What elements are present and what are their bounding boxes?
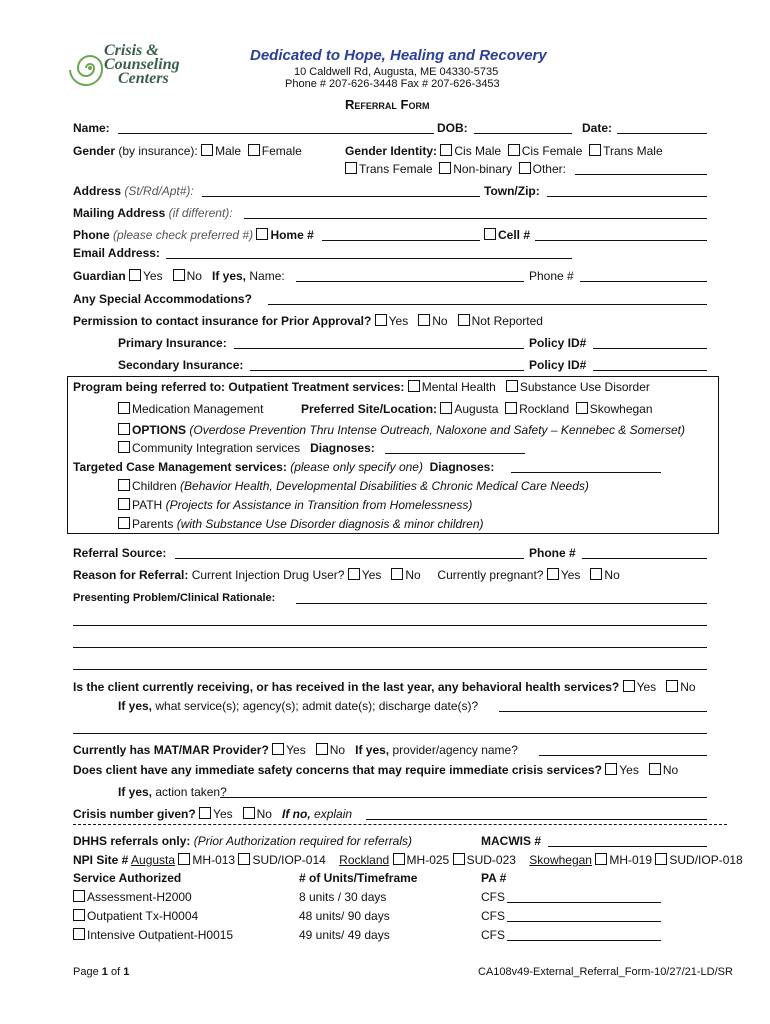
rockland-checkbox[interactable]	[505, 402, 517, 414]
primary-policy-label: Policy ID#	[529, 336, 587, 350]
safety-no-checkbox[interactable]	[649, 763, 661, 775]
cis-male-checkbox[interactable]	[440, 144, 452, 156]
other-checkbox[interactable]	[519, 162, 531, 174]
guardian-name-input[interactable]	[296, 281, 524, 282]
path-row: PATH (Projects for Assistance in Transition from Homelessness)	[118, 498, 472, 512]
cell-label: Cell #	[484, 228, 530, 242]
home-phone-checkbox[interactable]	[256, 228, 268, 240]
med-mgmt-row: Medication Management	[118, 402, 263, 416]
crisis-no-checkbox[interactable]	[243, 807, 255, 819]
not-reported-checkbox[interactable]	[458, 314, 470, 326]
service-row: Assessment-H2000	[73, 890, 192, 904]
assessment-checkbox[interactable]	[73, 890, 85, 902]
cell-phone-checkbox[interactable]	[484, 228, 496, 240]
safety-row: Does client have any immediate safety concerns that may require immediate crisis services? Yes No	[73, 763, 679, 777]
mat-yes-checkbox[interactable]	[272, 743, 284, 755]
permission-row: Permission to contact insurance for Prior Approval? Yes No Not Reported	[73, 314, 543, 328]
home-phone-input[interactable]	[322, 240, 480, 241]
action-row: If yes, action taken?	[118, 785, 227, 799]
gender-identity-row: Gender Identity: Cis Male Cis Female Trans Male	[345, 144, 663, 158]
mailing-input[interactable]	[244, 218, 707, 219]
parents-checkbox[interactable]	[118, 517, 130, 529]
referral-phone-input[interactable]	[582, 558, 707, 559]
accommodations-label: Any Special Accommodations?	[73, 292, 252, 306]
skowhegan-checkbox[interactable]	[576, 402, 588, 414]
pa-input[interactable]	[507, 921, 661, 922]
pa-cell: CFS	[481, 909, 505, 923]
units-cell: 8 units / 30 days	[299, 890, 387, 904]
outpatient-checkbox[interactable]	[73, 909, 85, 921]
children-checkbox[interactable]	[118, 479, 130, 491]
bh-detail-input-2[interactable]	[73, 733, 707, 734]
safety-yes-checkbox[interactable]	[605, 763, 617, 775]
tcm-diagnoses-input[interactable]	[511, 472, 661, 473]
dhhs-divider	[73, 824, 727, 825]
service-row: Outpatient Tx-H0004	[73, 909, 198, 923]
secondary-policy-label: Policy ID#	[529, 358, 587, 372]
presenting-label: Presenting Problem/Clinical Rationale:	[73, 592, 276, 604]
bh-yes-checkbox[interactable]	[623, 680, 635, 692]
gender-identity-row2: Trans Female Non-binary Other:	[345, 162, 566, 176]
augusta-checkbox[interactable]	[440, 402, 452, 414]
female-checkbox[interactable]	[248, 144, 260, 156]
address-label: Address (St/Rd/Apt#):	[73, 184, 194, 198]
trans-female-checkbox[interactable]	[345, 162, 357, 174]
presenting-input-2[interactable]	[73, 625, 707, 626]
augusta-mh-checkbox[interactable]	[178, 853, 190, 865]
units-cell: 48 units/ 90 days	[299, 909, 390, 923]
crisis-row: Crisis number given? Yes No If no, explain	[73, 807, 353, 821]
guardian-row: Guardian Yes No If yes, Name:	[73, 269, 285, 283]
primary-insurance-input[interactable]	[234, 348, 524, 349]
dob-label: DOB:	[437, 121, 468, 135]
accommodations-input[interactable]	[268, 304, 707, 305]
cis-female-checkbox[interactable]	[508, 144, 520, 156]
referral-source-input[interactable]	[175, 558, 524, 559]
skowhegan-mh-checkbox[interactable]	[595, 853, 607, 865]
rockland-mh-checkbox[interactable]	[393, 853, 405, 865]
program-heading-row: Program being referred to: Outpatient Treatment services: Mental Health Substance Use Disorder	[73, 380, 650, 394]
org-address: 10 Caldwell Rd, Augusta, ME 04330-5735	[294, 66, 499, 78]
guardian-no-checkbox[interactable]	[173, 269, 185, 281]
tagline: Dedicated to Hope, Healing and Recovery	[250, 47, 547, 64]
email-input[interactable]	[166, 258, 572, 259]
presenting-input-1[interactable]	[296, 603, 707, 604]
macwis-input[interactable]	[548, 846, 707, 847]
non-binary-checkbox[interactable]	[439, 162, 451, 174]
trans-male-checkbox[interactable]	[589, 144, 601, 156]
other-gender-input[interactable]	[575, 174, 707, 175]
dob-input[interactable]	[474, 133, 572, 134]
macwis-label: MACWIS #	[481, 834, 541, 848]
name-input[interactable]	[118, 133, 434, 134]
children-row: Children (Behavior Health, Developmental Disabilities & Chronic Medical Care Needs)	[118, 479, 589, 493]
page-number: Page 1 of 1	[73, 966, 130, 978]
logo-text: Crisis & Counseling Centers	[104, 42, 180, 87]
presenting-input-4[interactable]	[73, 669, 707, 670]
dhhs-heading-row: DHHS referrals only: (Prior Authorization required for referrals)	[73, 834, 413, 848]
referral-phone-label: Phone #	[529, 546, 576, 560]
date-input[interactable]	[617, 133, 707, 134]
crisis-yes-checkbox[interactable]	[199, 807, 211, 819]
injection-yes-checkbox[interactable]	[348, 568, 360, 580]
name-label: Name:	[73, 121, 110, 135]
skowhegan-sud-checkbox[interactable]	[655, 853, 667, 865]
date-label: Date:	[582, 121, 613, 135]
crisis-explain-input[interactable]	[366, 819, 707, 820]
male-checkbox[interactable]	[201, 144, 213, 156]
action-input[interactable]	[220, 797, 707, 798]
guardian-phone-label: Phone #	[529, 269, 574, 283]
mental-health-checkbox[interactable]	[408, 380, 420, 392]
pa-input[interactable]	[507, 902, 661, 903]
mailing-label: Mailing Address (if different):	[73, 206, 233, 220]
rockland-sud-checkbox[interactable]	[453, 853, 465, 865]
med-mgmt-checkbox[interactable]	[118, 402, 130, 414]
pa-input[interactable]	[507, 940, 661, 941]
permission-no-checkbox[interactable]	[418, 314, 430, 326]
injection-no-checkbox[interactable]	[391, 568, 403, 580]
options-checkbox[interactable]	[118, 423, 130, 435]
email-label: Email Address:	[73, 246, 160, 260]
options-row: OPTIONS (Overdose Prevention Thru Intense Outreach, Naloxone and Safety – Kennebec & Somerset)	[118, 423, 685, 437]
guardian-yes-checkbox[interactable]	[129, 269, 141, 281]
col-units-header: # of Units/Timeframe	[299, 871, 418, 885]
pregnant-yes-checkbox[interactable]	[547, 568, 559, 580]
presenting-input-3[interactable]	[73, 647, 707, 648]
col-pa-header: PA #	[481, 871, 507, 885]
units-cell: 49 units/ 49 days	[299, 928, 390, 942]
form-id: CA108v49-External_Referral_Form-10/27/21-LD/SR	[478, 966, 733, 978]
sud-checkbox[interactable]	[506, 380, 518, 392]
primary-policy-input[interactable]	[593, 348, 707, 349]
town-zip-label: Town/Zip:	[484, 184, 540, 198]
augusta-sud-checkbox[interactable]	[238, 853, 250, 865]
secondary-policy-input[interactable]	[593, 370, 707, 371]
mat-provider-input[interactable]	[539, 755, 707, 756]
service-row: Intensive Outpatient-H0015	[73, 928, 233, 942]
permission-yes-checkbox[interactable]	[375, 314, 387, 326]
address-input[interactable]	[202, 196, 480, 197]
npi-row: NPI Site # Augusta MH-013 SUD/IOP-014 Rockland MH-025 SUD-023 Skowhegan MH-019 SUD/IOP-018	[73, 853, 743, 867]
community-diagnoses-input[interactable]	[385, 453, 525, 454]
community-checkbox[interactable]	[118, 441, 130, 453]
pa-cell: CFS	[481, 928, 505, 942]
parents-row: Parents (with Substance Use Disorder diagnosis & minor children)	[118, 517, 484, 531]
form-title: Referral Form	[345, 97, 430, 112]
guardian-phone-input[interactable]	[580, 281, 707, 282]
gender-row: Gender (by insurance): Male Female	[73, 144, 302, 158]
bh-question-row: Is the client currently receiving, or has received in the last year, any behavioral health services? Yes No	[73, 680, 696, 694]
town-zip-input[interactable]	[547, 196, 707, 197]
org-phones: Phone # 207-626-3448 Fax # 207-626-3453	[285, 78, 500, 90]
community-row: Community Integration services Diagnoses:	[118, 441, 375, 455]
reason-row: Reason for Referral: Current Injection Drug User? Yes No Currently pregnant? Yes No	[73, 568, 620, 582]
bh-no-checkbox[interactable]	[666, 680, 678, 692]
cell-phone-input[interactable]	[535, 240, 707, 241]
bh-detail-row: If yes, what service(s); agency(s); admit date(s); discharge date(s)?	[118, 699, 479, 713]
secondary-insurance-label: Secondary Insurance:	[118, 358, 244, 372]
col-service-header: Service Authorized	[73, 871, 182, 885]
preferred-site-row: Preferred Site/Location: Augusta Rockland Skowhegan	[301, 402, 653, 416]
bh-detail-input[interactable]	[499, 711, 707, 712]
path-checkbox[interactable]	[118, 498, 130, 510]
phone-row: Phone (please check preferred #) Home #	[73, 228, 314, 242]
secondary-insurance-input[interactable]	[250, 370, 524, 371]
pregnant-no-checkbox[interactable]	[590, 568, 602, 580]
primary-insurance-label: Primary Insurance:	[118, 336, 227, 350]
pa-cell: CFS	[481, 890, 505, 904]
intensive-outpatient-checkbox[interactable]	[73, 928, 85, 940]
mat-no-checkbox[interactable]	[316, 743, 328, 755]
tcm-row: Targeted Case Management services: (please only specify one) Diagnoses:	[73, 460, 495, 474]
mat-row: Currently has MAT/MAR Provider? Yes No If yes, provider/agency name?	[73, 743, 518, 757]
referral-source-label: Referral Source:	[73, 546, 167, 560]
